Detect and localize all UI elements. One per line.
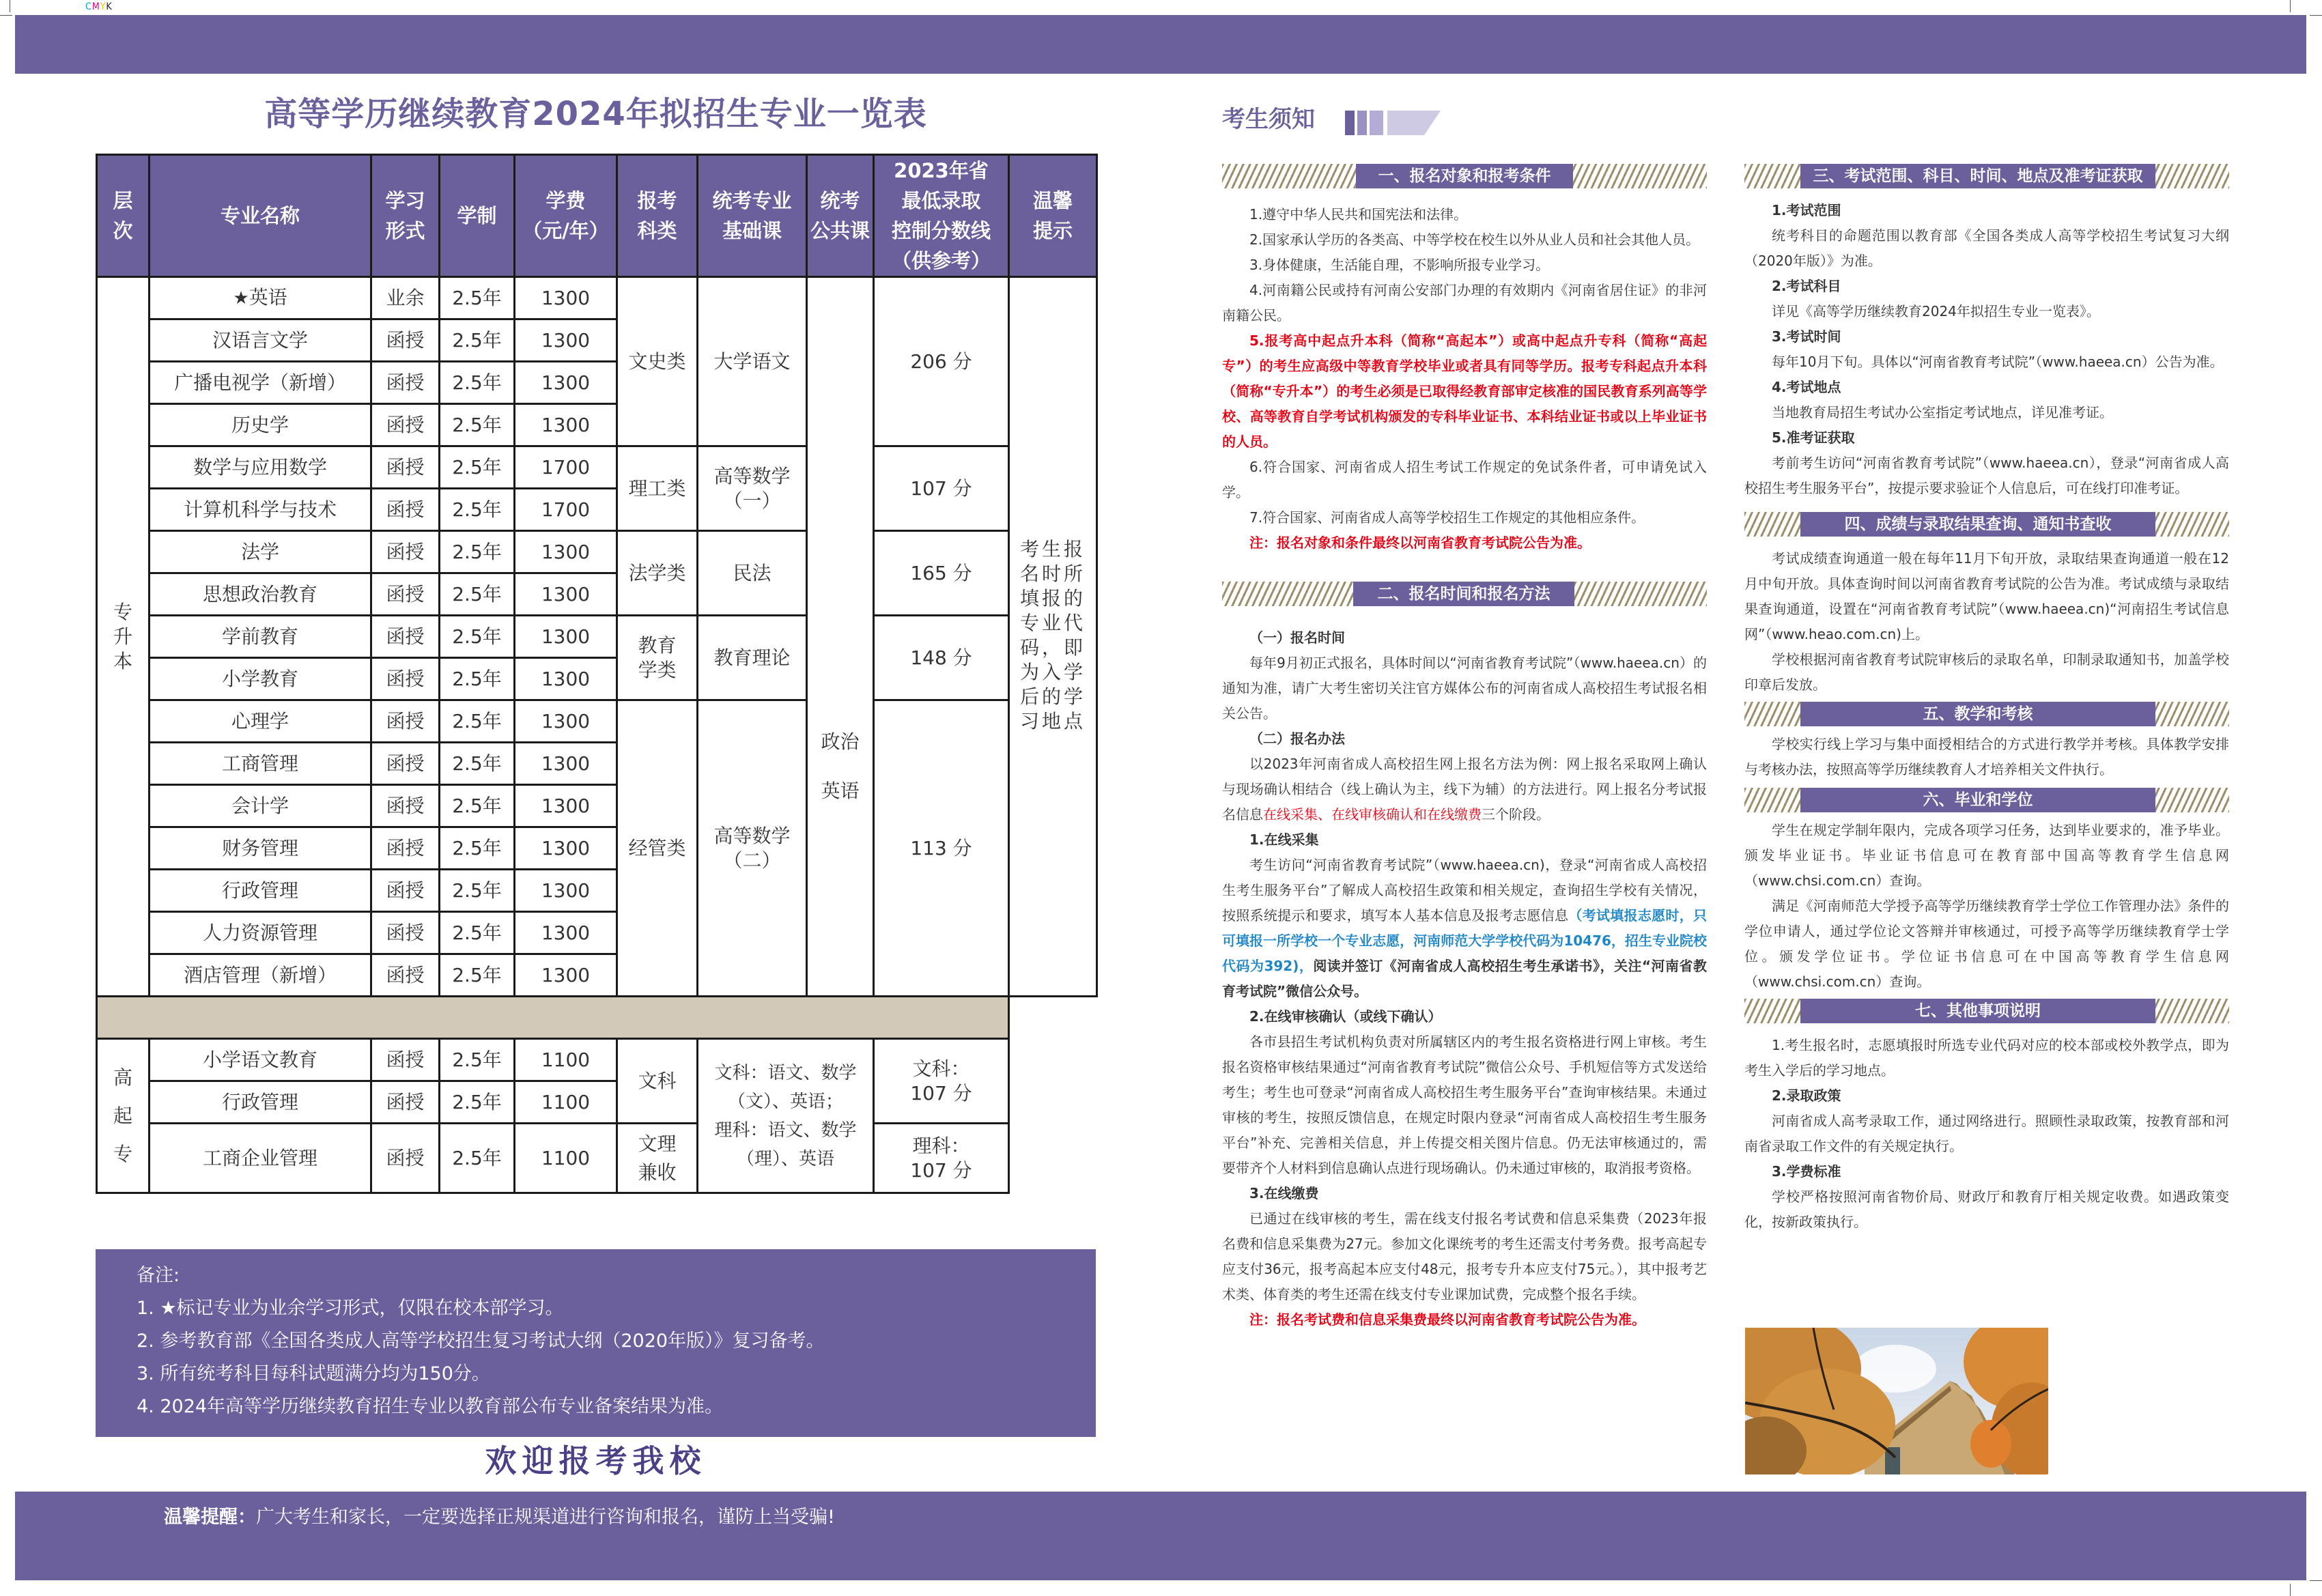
campus-photo	[1745, 1328, 2048, 1474]
majors-table	[96, 154, 1096, 1194]
cell-duration: 2.5年	[440, 446, 515, 489]
s1-note: 注：报名对象和条件最终以河南省教育考试院公告为准。	[1249, 535, 1591, 551]
cell-min-score: 165 分	[874, 531, 1009, 616]
page-title: 高等学历继续教育2024年拟招生专业一览表	[264, 95, 927, 133]
cell-duration: 2.5年	[440, 1081, 515, 1124]
cell-form: 函授	[371, 1124, 440, 1193]
s3-h1: 1.考试范围	[1772, 202, 1841, 218]
header-major: 专业名称	[150, 155, 371, 277]
cell-duration: 2.5年	[440, 489, 515, 531]
header-level: 层 次	[97, 155, 150, 277]
header-tip: 温馨 提示	[1009, 155, 1097, 277]
cell-duration: 2.5年	[440, 277, 515, 319]
separator-cell	[97, 997, 1009, 1039]
reminder-text	[164, 1502, 835, 1528]
table-row	[97, 616, 1097, 658]
cell-form: 函授	[371, 785, 440, 827]
header-duration: 学制	[440, 155, 515, 277]
cell-major: 法学	[150, 531, 371, 573]
cell-fee: 1700	[515, 489, 617, 531]
cell-major: 汉语言文学	[150, 319, 371, 362]
cell-major: 小学语文教育	[150, 1039, 371, 1081]
cell-duration: 2.5年	[440, 700, 515, 743]
header-public-course: 统考 公共课	[807, 155, 874, 277]
cell-fee: 1300	[515, 616, 617, 658]
s3-p4: 当地教育局招生考试办公室指定考试地点，详见准考证。	[1772, 404, 2113, 421]
s4-p2: 学校根据河南省教育考试院审核后的录取名单，印制录取通知书，加盖学校印章后发放。	[1744, 651, 2229, 693]
cell-fee: 1300	[515, 277, 617, 319]
table-row	[97, 1124, 1097, 1193]
cell-category: 教育 学类	[617, 616, 698, 700]
cell-fee: 1300	[515, 743, 617, 785]
cell-fee: 1100	[515, 1039, 617, 1081]
cell-min-score: 文科： 107 分	[874, 1039, 1009, 1124]
cmyk-color-mark: CMYK	[85, 1, 113, 12]
cell-basic-course: 大学语文	[698, 277, 807, 446]
cell-form: 函授	[371, 1039, 440, 1081]
s7-p2: 河南省成人高考录取工作，通过网络进行。照顾性录取政策，按教育部和河南省录取工作文件的有关规定执行。	[1744, 1113, 2229, 1154]
header-basic-course: 统考专业 基础课	[698, 155, 807, 277]
cell-major: 广播电视学（新增）	[150, 362, 371, 404]
cell-fee: 1300	[515, 785, 617, 827]
s2-p2: 以2023年河南省成人高校招生网上报名方法为例：网上报名采取网上确认与现场确认相结合（线上确认为主，线下为辅）的方法进行。网上报名分考试报名信息在线采集、在线审核确认和在线缴费三个阶段。	[1222, 756, 1707, 823]
cell-major: 思想政治教育	[150, 573, 371, 616]
s3-h4: 4.考试地点	[1772, 379, 1841, 395]
cell-duration: 2.5年	[440, 319, 515, 362]
cell-form: 函授	[371, 616, 440, 658]
cell-fee: 1100	[515, 1081, 617, 1124]
cell-min-score: 206 分	[874, 277, 1009, 446]
s7-h2: 2.录取政策	[1772, 1087, 1841, 1104]
cell-duration: 2.5年	[440, 616, 515, 658]
cell-major: 工商企业管理	[150, 1124, 371, 1193]
cell-major: 行政管理	[150, 870, 371, 912]
section-header-4: 四、成绩与录取结果查询、通知书查收	[1744, 512, 2229, 537]
cell-category: 文史类	[617, 277, 698, 446]
section-header-3: 三、考试范围、科目、时间、地点及准考证获取	[1744, 164, 2229, 188]
s3-h5: 5.准考证获取	[1772, 429, 1855, 446]
s3-p1: 统考科目的命题范围以教育部《全国各类成人高等学校招生考试复习大纲（2020年版）》为准。	[1744, 227, 2229, 269]
section-header-2: 二、报名时间和报名方法	[1222, 582, 1707, 606]
cell-fee: 1300	[515, 700, 617, 743]
separator-row	[97, 997, 1097, 1039]
header-form: 学习 形式	[371, 155, 440, 277]
s4-p1: 考试成绩查询通道一般在每年11月下旬开放，录取结果查询通道一般在12月中旬开放。具体查询时间以河南省教育考试院的公告为准。考试成绩与录取结果查询通道，设置在“河南省教育考试院”（www.haeea.cn)“河南招生考试信息网”（www.heao.com.cn)上。	[1744, 550, 2229, 642]
cell-fee: 1300	[515, 319, 617, 362]
reminder-label: 温馨提醒：	[164, 1507, 256, 1528]
s6-p2: 满足《河南师范大学授予高等学历继续教育学士学位工作管理办法》条件的学位申请人，通过学位论文答辩并审核通过，可授予高等学历继续教育学士学位。颁发学位证书。学位证书信息可在中国高等教育学生信息网（www.chsi.com.cn）查询。	[1744, 898, 2229, 990]
cell-duration: 2.5年	[440, 912, 515, 954]
s2-note: 注：报名考试费和信息采集费最终以河南省教育考试院公告为准。	[1249, 1311, 1645, 1328]
cell-category: 文科	[617, 1039, 698, 1124]
cell-major: 人力资源管理	[150, 912, 371, 954]
cell-form: 函授	[371, 743, 440, 785]
cell-form: 函授	[371, 319, 440, 362]
cell-basic-course: 高等数学 （二）	[698, 700, 807, 997]
s7-p3: 学校严格按照河南省物价局、财政厅和教育厅相关规定收费。如遇政策变化，按新政策执行。	[1744, 1188, 2229, 1230]
notice-title: 考生须知	[1222, 106, 1315, 133]
cell-duration: 2.5年	[440, 404, 515, 446]
welcome-slogan: 欢迎报考我校	[485, 1442, 707, 1479]
cell-form: 函授	[371, 531, 440, 573]
cell-category: 文理 兼收	[617, 1124, 698, 1193]
cell-basic-course: 文科：语文、数学 （文）、英语； 理科：语文、数学 （理）、英语	[698, 1039, 874, 1193]
cell-fee: 1300	[515, 658, 617, 700]
crop-mark	[0, 15, 12, 16]
note-item: 3. 所有统考科目每科试题满分均为150分。	[137, 1363, 490, 1384]
s5-p1: 学校实行线上学习与集中面授相结合的方式进行教学并考核。具体教学安排与考核办法，按照高等学历继续教育人才培养相关文件执行。	[1744, 736, 2229, 778]
s2-p1: 每年9月初正式报名，具体时间以“河南省教育考试院”（www.haeea.cn）的通知为准，请广大考生密切关注官方媒体公布的河南省成人高校招生考试报名相关公告。	[1222, 655, 1707, 722]
cell-form: 函授	[371, 1081, 440, 1124]
notice-heading	[1222, 102, 1315, 137]
cell-category: 法学类	[617, 531, 698, 616]
cell-min-score: 113 分	[874, 700, 1009, 997]
cell-fee: 1300	[515, 870, 617, 912]
header-fee: 学费 （元/年）	[515, 155, 617, 277]
cell-form: 函授	[371, 954, 440, 997]
cell-duration: 2.5年	[440, 1039, 515, 1081]
cell-form: 函授	[371, 912, 440, 954]
cell-duration: 2.5年	[440, 870, 515, 912]
reminder-body: 广大考生和家长，一定要选择正规渠道进行咨询和报名，谨防上当受骗!	[256, 1507, 835, 1528]
header-category: 报考 科类	[617, 155, 698, 277]
cell-fee: 1300	[515, 531, 617, 573]
table-header-row	[97, 155, 1097, 277]
section-header-1: 一、报名对象和报考条件	[1222, 164, 1707, 188]
crop-mark	[2310, 1580, 2322, 1581]
s1-p7: 7.符合国家、河南省成人高等学校招生工作规定的其他相应条件。	[1249, 509, 1645, 526]
s1-p6: 6.符合国家、河南省成人招生考试工作规定的免试条件者，可申请免试入学。	[1222, 459, 1707, 500]
notice-column-right	[1744, 164, 2229, 1235]
s1-p1: 1.遵守中华人民共和国宪法和法律。	[1249, 206, 1468, 223]
table-row	[97, 277, 1097, 319]
s2-h1: （一）报名时间	[1249, 629, 1345, 646]
cell-min-score: 107 分	[874, 446, 1009, 531]
cell-major: 小学教育	[150, 658, 371, 700]
table-row	[97, 446, 1097, 489]
s2-h2: （二）报名办法	[1249, 730, 1345, 747]
cell-major: 财务管理	[150, 827, 371, 870]
cell-duration: 2.5年	[440, 362, 515, 404]
cell-fee: 1300	[515, 573, 617, 616]
s3-p3: 每年10月下旬。具体以“河南省教育考试院”（www.haeea.cn）公告为准。	[1772, 354, 2224, 370]
cell-major: 数学与应用数学	[150, 446, 371, 489]
cell-min-score: 理科： 107 分	[874, 1124, 1009, 1193]
cell-major: 工商管理	[150, 743, 371, 785]
s1-p3: 3.身体健康，生活能自理，不影响所报专业学习。	[1249, 257, 1550, 273]
cell-duration: 2.5年	[440, 827, 515, 870]
s3-h2: 2.考试科目	[1772, 278, 1841, 294]
heading-accent-bars-icon	[1345, 111, 1454, 135]
star-icon: ★	[233, 288, 249, 309]
cell-duration: 2.5年	[440, 531, 515, 573]
cell-basic-course: 民法	[698, 531, 807, 616]
s1-p5: 5.报考高中起点升本科（简称“高起本”）或高中起点升专科（简称“高起专”）的考生应高级中等教育学校毕业或者具有同等学历。报考专科起点升本科（简称“专升本”）的考生必须是已取得经教育部审定核准的国民教育系列高等学校、高等教育自学考试机构颁发的专科毕业证书、本科结业证书或以上毕业证书的人员。	[1222, 332, 1707, 450]
cell-form: 业余	[371, 277, 440, 319]
s6-p1: 学生在规定学制年限内，完成各项学习任务，达到毕业要求的，准予毕业。颁发毕业证书。毕业证书信息可在教育部中国高等教育学生信息网（www.chsi.com.cn）查询。	[1744, 822, 2229, 889]
crop-mark	[2290, 0, 2291, 12]
cell-form: 函授	[371, 700, 440, 743]
cell-major: 学前教育	[150, 616, 371, 658]
cell-form: 函授	[371, 870, 440, 912]
table-row	[97, 1039, 1097, 1081]
note-item: 1. ★标记专业为业余学习形式，仅限在校本部学习。	[137, 1298, 564, 1319]
cell-major: 计算机科学与技术	[150, 489, 371, 531]
section-header-6: 六、毕业和学位	[1744, 788, 2229, 812]
cell-fee: 1700	[515, 446, 617, 489]
cell-form: 函授	[371, 573, 440, 616]
cell-fee: 1300	[515, 827, 617, 870]
cell-form: 函授	[371, 362, 440, 404]
note-item: 2. 参考教育部《全国各类成人高等学校招生复习考试大纲（2020年版）》复习备考。	[137, 1330, 825, 1352]
cell-public-course: 政治 英语	[807, 277, 874, 997]
s1-p4: 4.河南籍公民或持有河南公安部门办理的有效期内《河南省居住证》的非河南籍公民。	[1222, 282, 1707, 324]
cell-min-score: 148 分	[874, 616, 1009, 700]
notes-label: 备注:	[137, 1265, 180, 1286]
notes-box	[96, 1249, 1096, 1437]
cell-major: 酒店管理（新增）	[150, 954, 371, 997]
cell-major: 行政管理	[150, 1081, 371, 1124]
s1-p2: 2.国家承认学历的各类高、中等学校在校生以外从业人员和社会其他人员。	[1249, 231, 1700, 248]
cell-major: 历史学	[150, 404, 371, 446]
section-header-7: 七、其他事项说明	[1744, 999, 2229, 1023]
cell-form: 函授	[371, 446, 440, 489]
table-row	[97, 531, 1097, 573]
cell-major: ★英语	[150, 277, 371, 319]
s3-p5: 考前考生访问“河南省教育考试院”（www.haeea.cn），登录“河南省成人高校招生考生服务平台”，按提示要求验证个人信息后，可在线打印准考证。	[1744, 455, 2229, 496]
s2-p4: 各市县招生考试机构负责对所属辖区内的考生报名资格进行网上审核。考生报名资格审核结果通过“河南省教育考试院”微信公众号、手机短信等方式发送给考生；考生也可登录“河南省成人高校招生考生服务平台”查询审核结果。未通过审核的考生，按照反馈信息，在规定时限内登录“河南省成人高校招生考生服务平台”补充、完善相关信息，并上传提交相关图片信息。仍无法审核通过的，需要带齐个人材料到信息确认点进行现场确认。仍未通过审核的，取消报考资格。	[1222, 1034, 1707, 1176]
cell-fee: 1100	[515, 1124, 617, 1193]
s2-p3: 考生访问“河南省教育考试院”（www.haeea.cn)，登录“河南省成人高校招生考生服务平台”了解成人高校招生政策和相关规定，查询招生学校有关情况，按照系统提示和要求，填写本人基本信息及报考志愿信息（考试填报志愿时，只可填报一所学校一个专业志愿，河南师范大学学校代码为10476，招生专业院校代码为392)，阅读并签订《河南省成人高校招生考生承诺书》，关注“河南省教育考试院”微信公众号。	[1222, 857, 1708, 999]
cell-duration: 2.5年	[440, 954, 515, 997]
notice-column-middle	[1222, 164, 1707, 1333]
header-min-score: 2023年省 最低录取 控制分数线 （供参考）	[874, 155, 1009, 277]
crop-mark	[2290, 1584, 2291, 1596]
cell-basic-course: 教育理论	[698, 616, 807, 700]
s2-p5: 已通过在线审核的考生，需在线支付报名考试费和信息采集费（2023年报名费和信息采集费为27元。参加文化课统考的考生还需支付考务费。报考高起专应支付36元，报考高起本应支付48元，报考专升本应支付75元。），其中报考艺术类、体育类的考生还需在线支付专业课加试费，完成整个报名手续。	[1222, 1210, 1707, 1302]
cell-fee: 1300	[515, 362, 617, 404]
s2-h4: 2.在线审核确认（或线下确认）	[1249, 1008, 1442, 1025]
top-banner	[15, 15, 2306, 74]
crop-mark	[2310, 15, 2322, 16]
s7-p1: 1.考生报名时，志愿填报时所选专业代码对应的校本部或校外教学点，即为考生入学后的学习地点。	[1744, 1037, 2229, 1079]
s3-p2: 详见《高等学历继续教育2024年拟招生专业一览表》。	[1772, 303, 2100, 319]
cell-duration: 2.5年	[440, 743, 515, 785]
cell-tip: 考生报 名时所 填报的 专业代 码，即 为入学 后的学 习地点	[1009, 277, 1097, 997]
section-header-5: 五、教学和考核	[1744, 702, 2229, 726]
cell-form: 函授	[371, 404, 440, 446]
level-gqz: 高 起 专	[97, 1039, 150, 1193]
cell-duration: 2.5年	[440, 658, 515, 700]
cell-form: 函授	[371, 489, 440, 531]
cell-duration: 2.5年	[440, 785, 515, 827]
level-zsb: 专 升 本	[97, 277, 150, 997]
cell-major: 会计学	[150, 785, 371, 827]
cell-major: 心理学	[150, 700, 371, 743]
cell-form: 函授	[371, 658, 440, 700]
s2-h3: 1.在线采集	[1249, 831, 1319, 848]
cell-category: 经管类	[617, 700, 698, 997]
cell-category: 理工类	[617, 446, 698, 531]
cell-form: 函授	[371, 827, 440, 870]
s2-h5: 3.在线缴费	[1249, 1185, 1319, 1201]
cell-fee: 1300	[515, 404, 617, 446]
table-row	[97, 700, 1097, 743]
cell-duration: 2.5年	[440, 1124, 515, 1193]
note-item: 4. 2024年高等学历继续教育招生专业以教育部公布专业备案结果为准。	[137, 1396, 724, 1417]
cell-fee: 1300	[515, 912, 617, 954]
cell-fee: 1300	[515, 954, 617, 997]
cell-basic-course: 高等数学 （一）	[698, 446, 807, 531]
s7-h3: 3.学费标准	[1772, 1163, 1841, 1180]
s3-h3: 3.考试时间	[1772, 328, 1841, 345]
cell-duration: 2.5年	[440, 573, 515, 616]
